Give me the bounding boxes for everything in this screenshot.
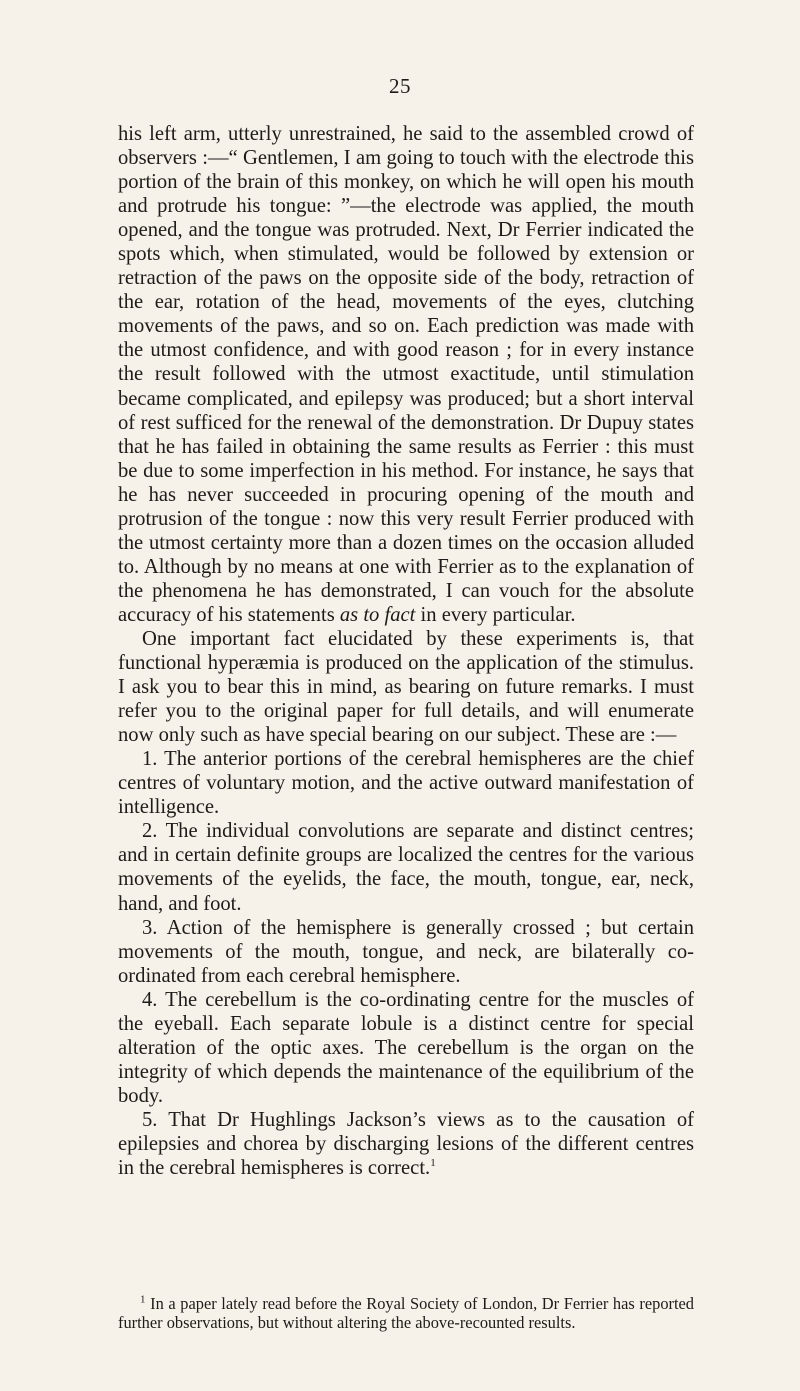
footnote-paragraph <box>118 1294 694 1332</box>
list-item-1: 1. The anterior portions of the cerebral hemispheres are the chief centres of voluntary motion, and the active outward manifestation of intelligence. <box>118 748 694 819</box>
list-item-2: 2. The individual convolutions are separate and distinct centres; and in certain definite groups are localized the centres for the various movements of the eyelids, the face, the mouth, tongue, ear, neck, hand, and foot. <box>118 820 694 915</box>
footnote-reference: 1 <box>430 1157 436 1170</box>
page-number: 25 <box>389 74 411 98</box>
footnote <box>118 1294 694 1332</box>
paragraph-text: 5. That Dr Hughlings Jackson’s views as to the causation of epilepsies and chorea by discharging lesions of the different centres in the cerebral hemispheres is correct. <box>118 1108 694 1180</box>
paragraph-hyperaemia: One important fact elucidated by these experiments is, that functional hyperæmia is produced on the application of the stimulus. I ask you to bear this in mind, as bearing on future remarks. I must refer you to the original paper for full details, and will enumerate now only such as have special bearing on our subject. These are :— <box>118 627 694 747</box>
footnote-text: In a paper lately read before the Royal Society of London, Dr Ferrier has reported further observations, but without altering the above-recounted results. <box>118 1294 694 1332</box>
italic-phrase: as to fact <box>339 603 416 626</box>
footnote-marker: 1 <box>140 1293 146 1306</box>
paragraph-continuation <box>118 122 694 627</box>
body-text <box>118 122 694 1180</box>
list-item-3: 3. Action of the hemisphere is generally crossed ; but certain movements of the mouth, tongue, and neck, are bilaterally co-ordinated from each cerebral hemisphere. <box>118 916 694 987</box>
list-item-4: 4. The cerebellum is the co-ordinating centre for the muscles of the eyeball. Each separate lobule is a distinct centre for special alteration of the optic axes. The cerebellum is the organ on the integrity of which depends the maintenance of the equilibrium of the body. <box>118 988 694 1107</box>
paragraph-text: in every particular. <box>415 603 576 626</box>
list-item-5 <box>118 1108 694 1180</box>
paragraph-text: his left arm, utterly unrestrained, he said to the assembled crowd of observers :—“ Gentlemen, I am going to touch with the electrode this portion of the brain of this monkey, on which he will open his mouth and protrude his tongue: ”—the electrode was applied, the mouth opened, and the tongue was protruded. Next, Dr Ferrier indicated the spots which, when stimulated, would be followed by extension or retraction of the paws on the opposite side of the body, retraction of the ear, rotation of the head, movements of the eyes, clutching movements of the paws, and so on. Each prediction was made with the utmost confidence, and with good reason ; for in every instance the result followed with the utmost exactitude, until stimulation became complicated, and epilepsy was produced; but a short interval of rest sufficed for the renewal of the demonstration. Dr Dupuy states that he has failed in obtaining the same results as Ferrier : this must be due to some imperfection in his method. For instance, he says that he has never succeeded in procuring opening of the mouth and protrusion of the tongue : now this very result Ferrier produced with the utmost certainty more than a dozen times on the occasion alluded to. Although by no means at one with Ferrier as to the explanation of the phenomena he has demonstrated, I can vouch for the absolute accuracy of his statements <box>118 123 694 626</box>
